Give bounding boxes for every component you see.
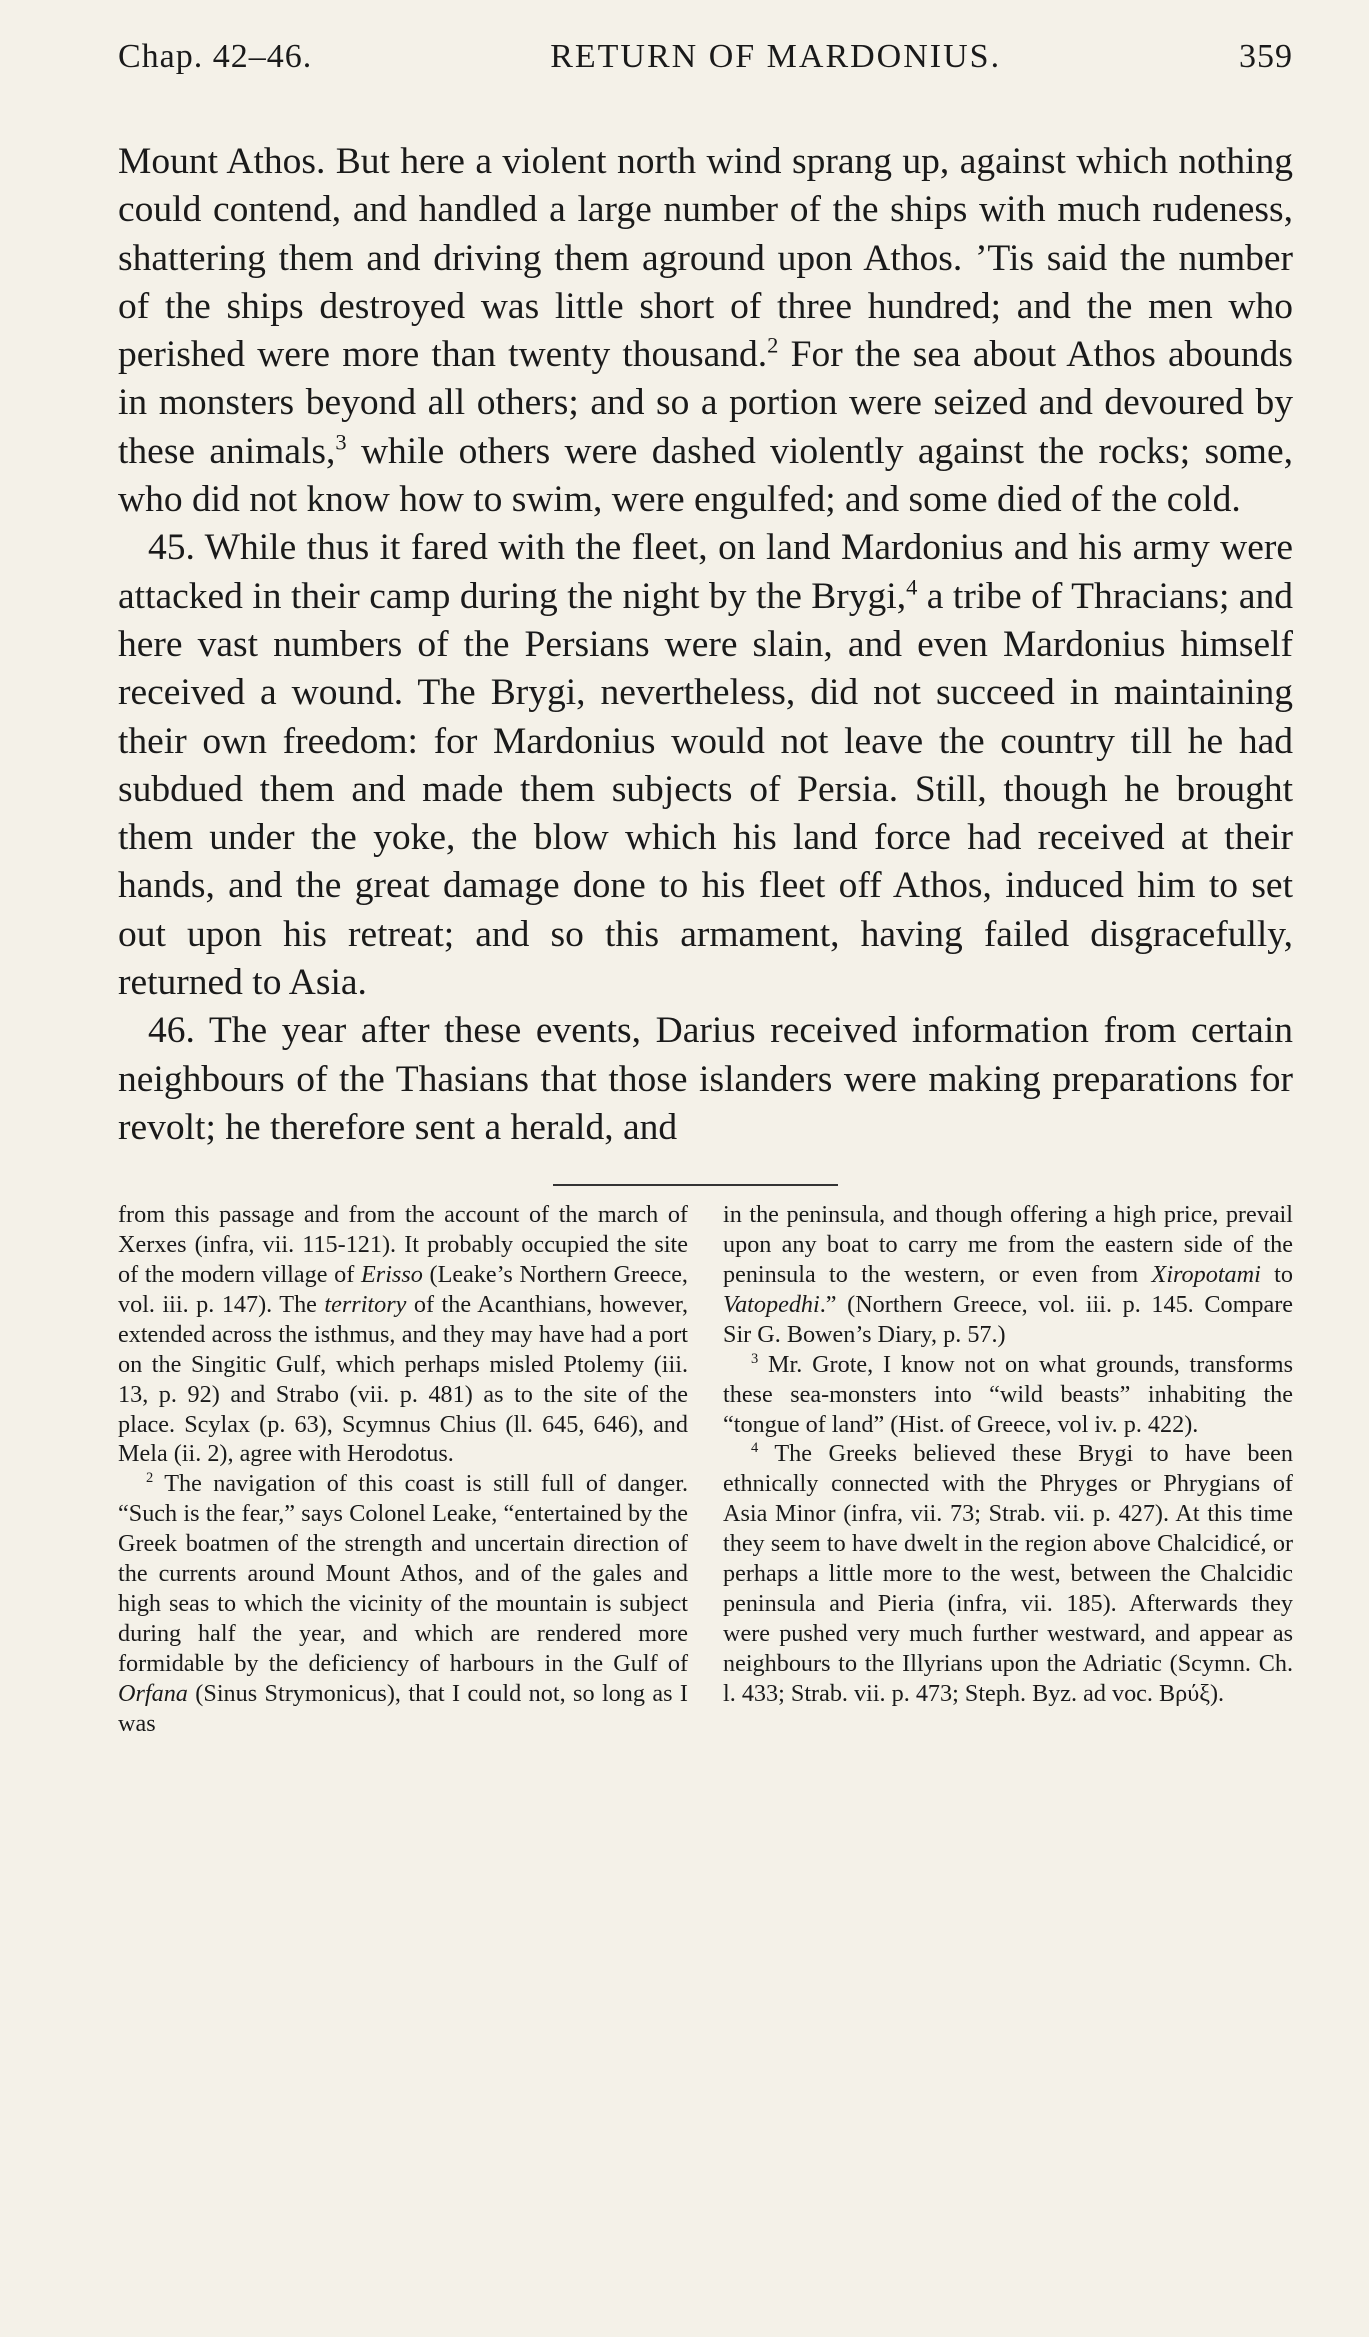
paragraph-45: 45. While thus it fared with the fleet, on land Mardonius and his army were attacked in their camp during the night by the Brygi,$^4$ a tribe of Thracians; and here vast numbers of the Persians were slain, and even Mardonius himself received a wound. The Brygi, nevertheless, did not succeed in maintaining their own freedom: for Mardonius would not leave the country till he had subdued them and made them subjects of Persia. Still, though he brought them under the yoke, the blow which his land force had received at their hands, and the great damage done to his fleet off Athos, induced him to set out upon his retreat; and so this armament, having failed disgracefully, returned to Asia. (118, 527, 1293, 1004)
page-title: RETURN OF MARDONIUS. (550, 38, 1002, 75)
footnote-ref-4: 4 (906, 574, 918, 600)
footnote-3: $^3$ Mr. Grote, I know not on what grounds, transforms these sea-monsters into “wild beasts” inhabiting the “tongue of land” (Hist. of Greece, vol iv. p. 422). (723, 1350, 1293, 1438)
footnote-4: $^4$ The Greeks believed these Brygi to have been ethnically connected with the Phryges or Phrygians of Asia Minor (infra, vii. 73; Strab. vii. p. 427). At this time they seem to have dwelt in the region above Chalcidicé, or perhaps a little more to the west, between the Chalcidic peninsula and Pieria (infra, vii. 185). Afterwards they were pushed very much further westward, and appear as neighbours to the Illyrians upon the Adriatic (Scymn. Ch. l. 433; Strab. vii. p. 473; Steph. Byz. ad voc. Βρύξ). (723, 1440, 1293, 1707)
footnote-column-left (118, 1200, 688, 1738)
footnote-2-continued: in the peninsula, and though offering a high price, prevail upon any boat to carry me from the eastern side of the peninsula to the western, or even from Xiropotami to Vatopedhi.” (Northern Greece, vol. iii. p. 145. Compare Sir G. Bowen’s Diary, p. 57.) (723, 1201, 1293, 1348)
chapter-range: Chap. 42–46. (118, 38, 313, 75)
footnote-continued: from this passage and from the account of the march of Xerxes (infra, vii. 115-121). It probably occupied the site of the modern village of Erisso (Leake’s Northern Greece, vol. iii. p. 147). The territory of the Acanthians, however, extended across the isthmus, and they may have had a port on the Singitic Gulf, which perhaps misled Ptolemy (iii. 13, p. 92) and Strabo (vii. p. 481) as to the site of the place. Scylax (p. 63), Scymnus Chius (ll. 645, 646), and Mela (ii. 2), agree with Herodotus. (118, 1201, 688, 1468)
paragraph-athos-storm: Mount Athos. But here a violent north wind sprang up, against which nothing could contend, and handled a large number of the ships with much rudeness, shattering them and driving them aground upon Athos. ’Tis said the number of the ships destroyed was little short of three hundred; and the men who perished were more than twenty thousand.$^2$ For the sea about Athos abounds in monsters beyond all others; and so a portion were seized and devoured by these animals,$^3$ while others were dashed violently against the rocks; some, who did not know how to swim, were engulfed; and some died of the cold. (118, 141, 1293, 521)
footnote-column-right (723, 1200, 1293, 1738)
page-number: 359 (1239, 38, 1293, 75)
footnote-divider (553, 1184, 838, 1186)
running-head (118, 38, 1293, 98)
book-page (118, 38, 1293, 1739)
main-text (118, 138, 1293, 1152)
paragraph-46: 46. The year after these events, Darius received information from certain neighbours of the Thasians that those islanders were making preparations for revolt; he therefore sent a herald, and (118, 1010, 1293, 1148)
footnote-2: $^2$ The navigation of this coast is still full of danger. “Such is the fear,” says Colonel Leake, “entertained by the Greek boatmen of the strength and uncertain direction of the currents around Mount Athos, and of the gales and high seas to which the vicinity of the mountain is subject during half the year, and which are rendered more formidable by the deficiency of harbours in the Gulf of Orfana (Sinus Strymonicus), that I could not, so long as I was (118, 1470, 688, 1737)
footnote-ref-3: 3 (335, 429, 347, 455)
footnotes (118, 1200, 1293, 1738)
footnote-ref-2: 2 (767, 332, 779, 358)
